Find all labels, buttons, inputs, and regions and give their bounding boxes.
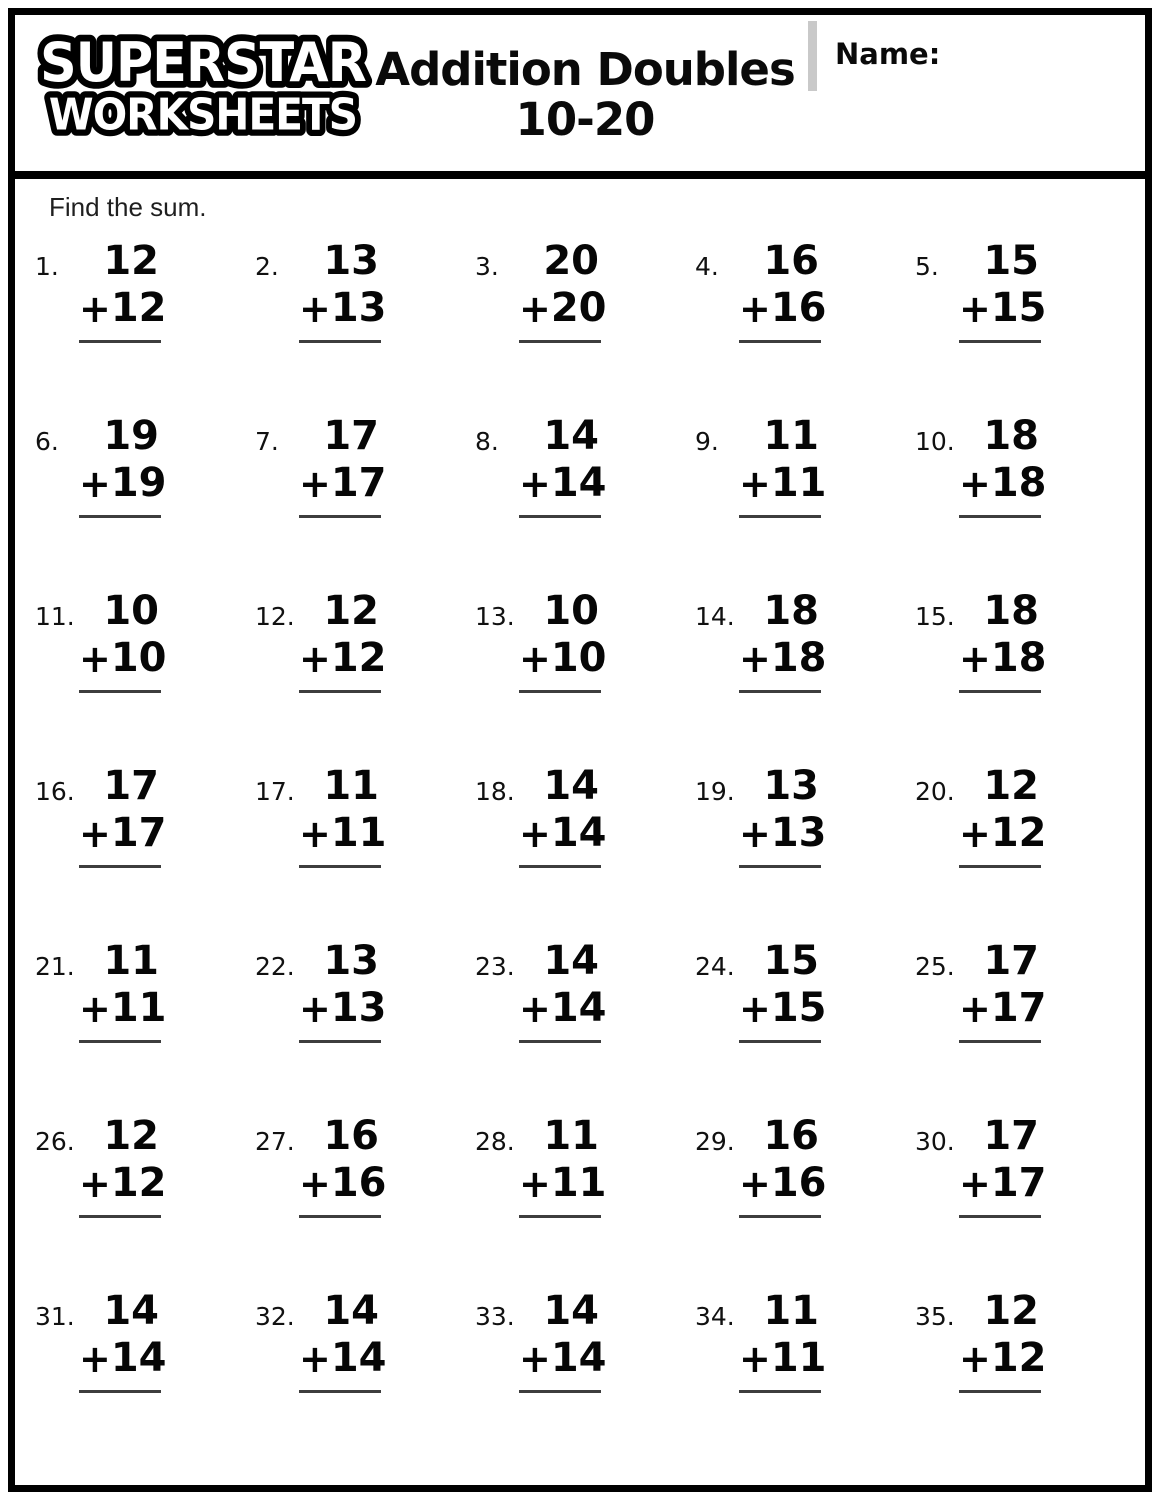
bottom-addend: 11 (110, 984, 167, 1031)
problem-work-area (959, 1112, 1047, 1218)
top-addend: 17 (983, 1112, 1039, 1159)
top-addend: 13 (323, 237, 379, 284)
problem-work-area (959, 237, 1047, 343)
problem-number: 10. (915, 426, 955, 456)
title-line1: Addition Doubles (375, 43, 795, 96)
problem-work-area (519, 762, 607, 868)
answer-line (79, 1040, 161, 1043)
bottom-row (299, 459, 387, 506)
answer-line (959, 1040, 1041, 1043)
problem (255, 239, 475, 414)
problem-work-area (299, 237, 387, 343)
problem-number: 12. (255, 601, 295, 631)
plus-sign: + (959, 636, 991, 681)
answer-line (79, 515, 161, 518)
bottom-row (519, 634, 607, 681)
problem (255, 1289, 475, 1464)
plus-sign: + (959, 986, 991, 1031)
bottom-addend: 12 (110, 1159, 167, 1206)
problem (695, 589, 915, 764)
top-addend: 10 (543, 587, 599, 634)
problem-work-area (959, 1287, 1047, 1393)
problem-work-area (959, 587, 1047, 693)
plus-sign: + (739, 461, 771, 506)
bottom-addend: 17 (330, 459, 387, 506)
problem-number: 6. (35, 426, 59, 456)
page-frame (8, 8, 1152, 1492)
bottom-row (739, 284, 827, 331)
problem-number: 26. (35, 1126, 75, 1156)
problem-number: 3. (475, 251, 499, 281)
bottom-row (959, 1159, 1047, 1206)
worksheet-header (15, 15, 1145, 179)
problem-number: 2. (255, 251, 279, 281)
problem-work-area (79, 937, 167, 1043)
problem-work-area (79, 762, 167, 868)
bottom-addend: 17 (990, 984, 1047, 1031)
problem (475, 414, 695, 589)
answer-line (79, 865, 161, 868)
problem (475, 764, 695, 939)
plus-sign: + (739, 811, 771, 856)
bottom-row (519, 809, 607, 856)
problems-grid (35, 239, 1145, 1464)
problem-number: 24. (695, 951, 735, 981)
problem (915, 1114, 1135, 1289)
problem-number: 21. (35, 951, 75, 981)
problem-work-area (739, 237, 827, 343)
problem-number: 15. (915, 601, 955, 631)
answer-line (739, 515, 821, 518)
bottom-row (79, 809, 167, 856)
bottom-row (299, 634, 387, 681)
problem (35, 939, 255, 1114)
problem (255, 1114, 475, 1289)
bottom-addend: 10 (110, 634, 167, 681)
problem (35, 1114, 255, 1289)
plus-sign: + (299, 1161, 331, 1206)
bottom-row (79, 284, 167, 331)
bottom-addend: 11 (550, 1159, 607, 1206)
problem-number: 22. (255, 951, 295, 981)
plus-sign: + (739, 986, 771, 1031)
problem-work-area (299, 587, 387, 693)
plus-sign: + (299, 636, 331, 681)
bottom-addend: 14 (550, 1334, 607, 1381)
problem (255, 939, 475, 1114)
problem-work-area (519, 237, 607, 343)
top-addend: 15 (763, 937, 819, 984)
problem (255, 414, 475, 589)
plus-sign: + (519, 811, 551, 856)
plus-sign: + (739, 286, 771, 331)
problem (475, 939, 695, 1114)
answer-line (299, 515, 381, 518)
answer-line (739, 340, 821, 343)
bottom-addend: 13 (770, 809, 827, 856)
bottom-row (299, 809, 387, 856)
bottom-row (959, 284, 1047, 331)
answer-line (79, 1215, 161, 1218)
problem (475, 589, 695, 764)
bottom-addend: 12 (990, 809, 1047, 856)
top-addend: 12 (103, 1112, 159, 1159)
top-addend: 16 (763, 1112, 819, 1159)
problem (695, 414, 915, 589)
problem-number: 34. (695, 1301, 735, 1331)
bottom-addend: 13 (330, 984, 387, 1031)
bottom-addend: 14 (330, 1334, 387, 1381)
bottom-row (959, 984, 1047, 1031)
name-label: Name: (835, 37, 941, 71)
top-addend: 14 (323, 1287, 379, 1334)
top-addend: 14 (543, 762, 599, 809)
problem (915, 1289, 1135, 1464)
plus-sign: + (519, 461, 551, 506)
plus-sign: + (739, 1161, 771, 1206)
problem-number: 16. (35, 776, 75, 806)
answer-line (739, 1215, 821, 1218)
top-addend: 12 (323, 587, 379, 634)
problem-number: 4. (695, 251, 719, 281)
top-addend: 12 (983, 1287, 1039, 1334)
answer-line (959, 865, 1041, 868)
bottom-row (519, 459, 607, 506)
bottom-row (299, 984, 387, 1031)
problem-number: 30. (915, 1126, 955, 1156)
top-addend: 16 (763, 237, 819, 284)
problem-work-area (299, 762, 387, 868)
top-addend: 18 (983, 412, 1039, 459)
plus-sign: + (79, 461, 111, 506)
top-addend: 14 (543, 1287, 599, 1334)
bottom-row (299, 1159, 387, 1206)
bottom-row (959, 1334, 1047, 1381)
problem-work-area (299, 1287, 387, 1393)
answer-line (959, 1390, 1041, 1393)
bottom-row (739, 634, 827, 681)
top-addend: 16 (323, 1112, 379, 1159)
problem (475, 239, 695, 414)
worksheet-body (15, 179, 1145, 1485)
problem-work-area (299, 1112, 387, 1218)
problem (915, 589, 1135, 764)
plus-sign: + (959, 461, 991, 506)
problem (915, 764, 1135, 939)
answer-line (739, 690, 821, 693)
problem-number: 18. (475, 776, 515, 806)
problem (475, 1289, 695, 1464)
bottom-addend: 12 (330, 634, 387, 681)
problem (35, 239, 255, 414)
answer-line (959, 1215, 1041, 1218)
bottom-row (519, 284, 607, 331)
top-addend: 13 (323, 937, 379, 984)
bottom-addend: 14 (550, 984, 607, 1031)
top-addend: 14 (543, 937, 599, 984)
answer-line (299, 340, 381, 343)
problem-work-area (739, 762, 827, 868)
bottom-addend: 19 (110, 459, 167, 506)
problem-work-area (79, 237, 167, 343)
superstar-worksheets-logo (23, 21, 383, 147)
answer-line (519, 865, 601, 868)
bottom-addend: 12 (990, 1334, 1047, 1381)
top-addend: 18 (763, 587, 819, 634)
problem-number: 14. (695, 601, 735, 631)
problem (475, 1114, 695, 1289)
plus-sign: + (959, 811, 991, 856)
problem-number: 20. (915, 776, 955, 806)
top-addend: 20 (543, 237, 599, 284)
name-divider-bar (808, 21, 817, 91)
problem-work-area (739, 1112, 827, 1218)
top-addend: 19 (103, 412, 159, 459)
answer-line (299, 690, 381, 693)
problem (35, 764, 255, 939)
problem (915, 239, 1135, 414)
answer-line (299, 1215, 381, 1218)
bottom-row (739, 809, 827, 856)
plus-sign: + (299, 811, 331, 856)
problem-work-area (739, 412, 827, 518)
title-line2: 10-20 (515, 92, 655, 146)
problem-number: 28. (475, 1126, 515, 1156)
answer-line (519, 690, 601, 693)
answer-line (79, 340, 161, 343)
problem (35, 1289, 255, 1464)
problem (695, 1114, 915, 1289)
problem-work-area (519, 587, 607, 693)
plus-sign: + (959, 1336, 991, 1381)
top-addend: 18 (983, 587, 1039, 634)
bottom-addend: 18 (990, 634, 1047, 681)
plus-sign: + (739, 636, 771, 681)
top-addend: 11 (763, 412, 819, 459)
problem-number: 23. (475, 951, 515, 981)
bottom-row (79, 459, 167, 506)
bottom-row (299, 1334, 387, 1381)
plus-sign: + (79, 986, 111, 1031)
top-addend: 14 (543, 412, 599, 459)
answer-line (959, 690, 1041, 693)
top-addend: 15 (983, 237, 1039, 284)
answer-line (739, 865, 821, 868)
plus-sign: + (959, 286, 991, 331)
problem-number: 7. (255, 426, 279, 456)
problem-number: 9. (695, 426, 719, 456)
logo-line1-text: SUPERSTAR (40, 31, 366, 95)
problem (695, 239, 915, 414)
top-addend: 11 (323, 762, 379, 809)
bottom-row (739, 459, 827, 506)
problem-number: 31. (35, 1301, 75, 1331)
problem-number: 35. (915, 1301, 955, 1331)
bottom-row (299, 284, 387, 331)
top-addend: 10 (103, 587, 159, 634)
answer-line (519, 515, 601, 518)
bottom-addend: 10 (550, 634, 607, 681)
bottom-addend: 15 (990, 284, 1047, 331)
problem-work-area (519, 1112, 607, 1218)
bottom-row (959, 459, 1047, 506)
bottom-addend: 15 (770, 984, 827, 1031)
problem-work-area (79, 412, 167, 518)
answer-line (959, 340, 1041, 343)
plus-sign: + (519, 986, 551, 1031)
bottom-addend: 14 (550, 459, 607, 506)
problem-number: 5. (915, 251, 939, 281)
bottom-addend: 11 (770, 459, 827, 506)
plus-sign: + (79, 636, 111, 681)
bottom-row (739, 1159, 827, 1206)
bottom-row (519, 1159, 607, 1206)
problem (255, 764, 475, 939)
bottom-addend: 16 (770, 1159, 827, 1206)
bottom-addend: 20 (550, 284, 607, 331)
problem-work-area (299, 937, 387, 1043)
plus-sign: + (299, 461, 331, 506)
top-addend: 14 (103, 1287, 159, 1334)
problem (695, 1289, 915, 1464)
bottom-addend: 11 (770, 1334, 827, 1381)
problem-work-area (739, 1287, 827, 1393)
problem-number: 1. (35, 251, 59, 281)
top-addend: 17 (103, 762, 159, 809)
top-addend: 11 (763, 1287, 819, 1334)
problem-work-area (79, 1287, 167, 1393)
problem-number: 32. (255, 1301, 295, 1331)
problem-number: 19. (695, 776, 735, 806)
bottom-row (739, 1334, 827, 1381)
bottom-addend: 13 (330, 284, 387, 331)
bottom-addend: 17 (110, 809, 167, 856)
answer-line (519, 1040, 601, 1043)
plus-sign: + (79, 1336, 111, 1381)
problem-work-area (739, 937, 827, 1043)
top-addend: 17 (983, 937, 1039, 984)
bottom-addend: 12 (110, 284, 167, 331)
worksheet-title (370, 45, 800, 144)
answer-line (519, 1390, 601, 1393)
bottom-addend: 11 (330, 809, 387, 856)
plus-sign: + (299, 286, 331, 331)
bottom-row (959, 809, 1047, 856)
answer-line (79, 690, 161, 693)
top-addend: 12 (983, 762, 1039, 809)
problem-work-area (519, 412, 607, 518)
bottom-addend: 14 (110, 1334, 167, 1381)
bottom-addend: 16 (330, 1159, 387, 1206)
plus-sign: + (959, 1161, 991, 1206)
answer-line (299, 1040, 381, 1043)
bottom-row (79, 1334, 167, 1381)
bottom-row (79, 634, 167, 681)
problem (255, 589, 475, 764)
problem-number: 17. (255, 776, 295, 806)
problem-number: 11. (35, 601, 75, 631)
problem-work-area (739, 587, 827, 693)
answer-line (959, 515, 1041, 518)
answer-line (519, 1215, 601, 1218)
bottom-addend: 14 (550, 809, 607, 856)
answer-line (299, 1390, 381, 1393)
top-addend: 17 (323, 412, 379, 459)
problem-work-area (79, 1112, 167, 1218)
bottom-addend: 16 (770, 284, 827, 331)
plus-sign: + (299, 1336, 331, 1381)
plus-sign: + (519, 1161, 551, 1206)
problem-work-area (299, 412, 387, 518)
plus-sign: + (299, 986, 331, 1031)
top-addend: 11 (543, 1112, 599, 1159)
answer-line (79, 1390, 161, 1393)
problem-number: 8. (475, 426, 499, 456)
bottom-addend: 18 (990, 459, 1047, 506)
problem (915, 414, 1135, 589)
bottom-row (519, 1334, 607, 1381)
plus-sign: + (519, 636, 551, 681)
logo-line2-text: WORKSHEETS (48, 90, 358, 141)
answer-line (739, 1040, 821, 1043)
problem-work-area (79, 587, 167, 693)
top-addend: 12 (103, 237, 159, 284)
problem-work-area (519, 1287, 607, 1393)
problem-work-area (959, 762, 1047, 868)
problem-number: 13. (475, 601, 515, 631)
bottom-row (739, 984, 827, 1031)
problem (695, 764, 915, 939)
bottom-addend: 17 (990, 1159, 1047, 1206)
answer-line (299, 865, 381, 868)
bottom-row (959, 634, 1047, 681)
plus-sign: + (519, 1336, 551, 1381)
bottom-addend: 18 (770, 634, 827, 681)
plus-sign: + (739, 1336, 771, 1381)
problem (695, 939, 915, 1114)
bottom-row (519, 984, 607, 1031)
problem (915, 939, 1135, 1114)
bottom-row (79, 984, 167, 1031)
problem-number: 33. (475, 1301, 515, 1331)
instructions-text: Find the sum. (49, 192, 207, 222)
problem-number: 25. (915, 951, 955, 981)
problem (35, 589, 255, 764)
problem-work-area (959, 937, 1047, 1043)
bottom-row (79, 1159, 167, 1206)
plus-sign: + (79, 1161, 111, 1206)
plus-sign: + (79, 286, 111, 331)
problem (35, 414, 255, 589)
plus-sign: + (519, 286, 551, 331)
top-addend: 13 (763, 762, 819, 809)
answer-line (739, 1390, 821, 1393)
problem-number: 29. (695, 1126, 735, 1156)
problem-work-area (959, 412, 1047, 518)
problem-work-area (519, 937, 607, 1043)
plus-sign: + (79, 811, 111, 856)
problem-number: 27. (255, 1126, 295, 1156)
answer-line (519, 340, 601, 343)
top-addend: 11 (103, 937, 159, 984)
